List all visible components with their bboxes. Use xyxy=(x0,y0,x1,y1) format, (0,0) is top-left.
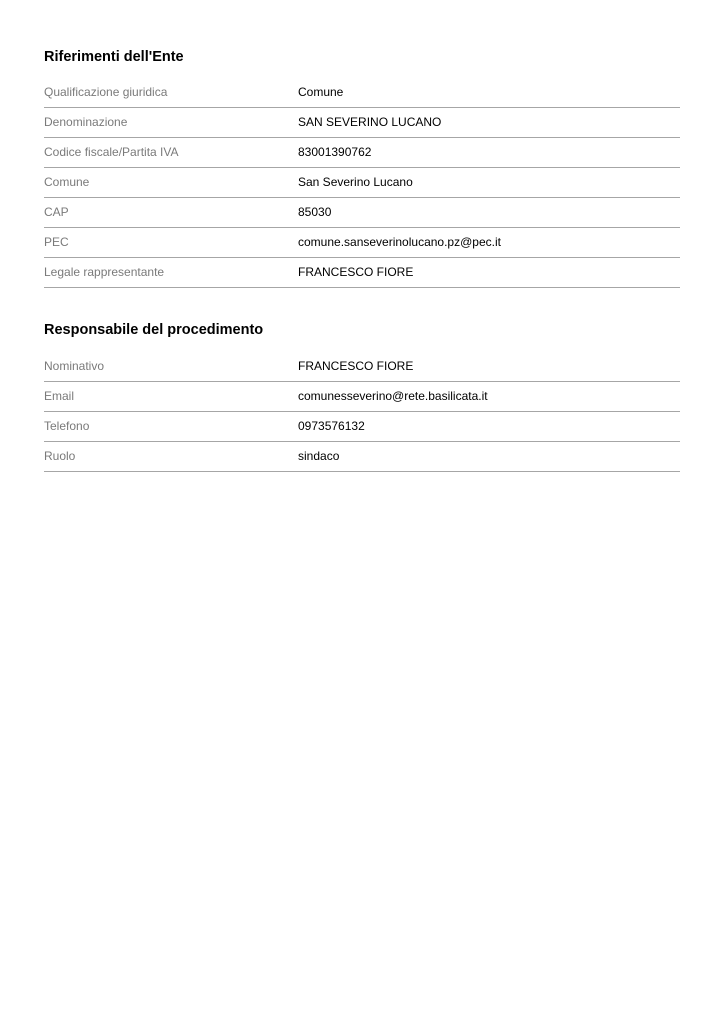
field-label-denominazione: Denominazione xyxy=(44,115,128,129)
table-row xyxy=(44,198,680,228)
field-label-email: Email xyxy=(44,389,75,403)
table-row xyxy=(44,108,680,138)
field-value-cap: 85030 xyxy=(298,205,332,219)
field-label-qualificazione-giuridica: Qualificazione giuridica xyxy=(44,85,168,99)
field-value-qualificazione-giuridica: Comune xyxy=(298,85,344,99)
field-label-telefono: Telefono xyxy=(44,419,90,433)
field-value-pec: comune.sanseverinolucano.pz@pec.it xyxy=(298,235,501,249)
section-title-responsabile-procedimento: Responsabile del procedimento xyxy=(44,322,264,338)
table-row xyxy=(44,412,680,442)
field-label-legale-rappresentante: Legale rappresentante xyxy=(44,265,165,279)
table-row xyxy=(44,78,680,108)
riferimenti-ente-table xyxy=(44,78,680,288)
table-row xyxy=(44,228,680,258)
section-title-riferimenti-ente: Riferimenti dell'Ente xyxy=(44,49,184,65)
field-value-denominazione: SAN SEVERINO LUCANO xyxy=(298,115,442,129)
field-label-comune: Comune xyxy=(44,175,90,189)
field-label-pec: PEC xyxy=(44,235,69,249)
field-value-codice-fiscale: 83001390762 xyxy=(298,145,372,159)
table-row xyxy=(44,382,680,412)
field-value-legale-rappresentante: FRANCESCO FIORE xyxy=(298,265,414,279)
responsabile-procedimento-table xyxy=(44,352,680,472)
field-label-nominativo: Nominativo xyxy=(44,359,105,373)
field-label-ruolo: Ruolo xyxy=(44,449,76,463)
field-value-nominativo: FRANCESCO FIORE xyxy=(298,359,414,373)
field-value-ruolo: sindaco xyxy=(298,449,340,463)
table-row xyxy=(44,352,680,382)
table-row xyxy=(44,442,680,472)
field-value-email: comunesseverino@rete.basilicata.it xyxy=(298,389,488,403)
table-row xyxy=(44,168,680,198)
field-value-comune: San Severino Lucano xyxy=(298,175,413,189)
field-label-codice-fiscale: Codice fiscale/Partita IVA xyxy=(44,145,179,159)
table-row xyxy=(44,258,680,288)
field-value-telefono: 0973576132 xyxy=(298,419,365,433)
table-row xyxy=(44,138,680,168)
field-label-cap: CAP xyxy=(44,205,69,219)
